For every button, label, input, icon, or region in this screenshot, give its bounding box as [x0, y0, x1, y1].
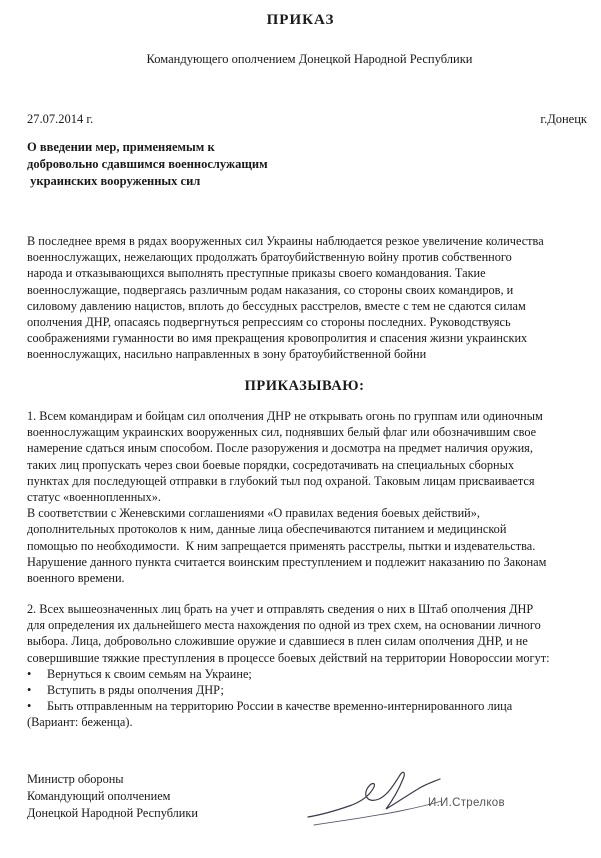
point-2-line: совершившие тяжкие преступления в процессе боевых действий на территории Новороссии могут:	[27, 650, 550, 665]
point-1-line: военного времени.	[27, 571, 125, 586]
signer-name: И.И.Стрелков	[428, 797, 505, 809]
point-1-line: дополнительных протоколов к ним, данные лица обеспечиваются питанием и медицинской	[27, 522, 507, 537]
preamble-line: ополчения ДНР, опасаясь подвергнуться репрессиям со стороны последних. Руководствуясь	[27, 315, 511, 330]
preamble-line: военнослужащих, нежелающих продолжать братоубийственную войну против собственного	[27, 250, 512, 265]
heading-line: украинских вооруженных сил	[27, 174, 201, 188]
point-1-paragraph	[27, 408, 593, 586]
signatory-title	[27, 771, 198, 822]
point-1-line: намерение сдаться иным способом. После разоружения и досмотра на предмет наличия оружия,	[27, 441, 533, 456]
option-list-item	[27, 666, 593, 682]
preamble-line: военнослужащие, подвергаясь различным родам наказания, со стороны своих командиров, и	[27, 282, 514, 297]
point-2-line: 2. Всех вышеозначенных лиц брать на учет и отправлять сведения о них в Штаб ополчения ДНР	[27, 602, 534, 616]
option-text: Вступить в ряды ополчения ДНР;	[47, 683, 224, 698]
point-1-line: статус «военнопленных».	[27, 490, 161, 505]
preamble-line: народа и отказывающихся выполнять преступные приказы своего командования. Такие	[27, 266, 486, 281]
document-subtitle: Командующего ополчением Донецкой Народной Республики	[146, 52, 473, 66]
document-heading	[27, 139, 347, 190]
signatory-title-line: Донецкой Народной Республики	[27, 806, 198, 820]
heading-line: О введении мер, применяемым к	[27, 140, 215, 154]
variant-note: (Вариант: беженца).	[27, 715, 133, 730]
option-list-item	[27, 698, 593, 714]
preamble-paragraph	[27, 233, 593, 363]
option-text: Быть отправленным на территорию России в качестве временно-интернированного лица	[47, 699, 513, 714]
point-2-line: для определения их дальнейшего места нахождения по одной из трех схем, на основании личного	[27, 618, 541, 633]
bullet-icon: •	[27, 683, 32, 698]
point-1-line: военнослужащим украинских вооруженных сил, поднявших белый флаг или обозначившим свое	[27, 425, 537, 440]
preamble-line: силовому давлению нацистов, вплоть до бессудных расстрелов, вместе с тем не сдаются силам	[27, 298, 526, 313]
document-city: г.Донецк	[540, 112, 587, 126]
document-title: ПРИКАЗ	[266, 12, 335, 28]
signatory-title-line: Командующий ополчением	[27, 789, 171, 803]
option-text: Вернуться к своим семьям на Украине;	[47, 666, 252, 681]
order-heading: ПРИКАЗЫВАЮ:	[244, 378, 365, 394]
document-date: 27.07.2014 г.	[27, 112, 94, 126]
signatory-title-line: Министр обороны	[27, 772, 124, 786]
point-1-line: В соответствии с Женевскими соглашениями «О правилах ведения боевых действий»,	[27, 506, 480, 521]
preamble-line: соображениями гуманности во имя прекращения кровопролития и спасения жизни украинских	[27, 331, 528, 346]
point-1-line: помощью по необходимости. К ним запрещается применять расстрелы, пытки и издевательства.	[27, 538, 536, 553]
option-list-item	[27, 682, 593, 698]
point-1-line: 1. Всем командирам и бойцам сил ополчения ДНР не открывать огонь по группам или одиночным	[27, 409, 543, 423]
bullet-icon: •	[27, 666, 32, 681]
point-1-line: таких лиц пропускать через свои боевые порядки, сосредотачивать на специальных сборных	[27, 457, 515, 472]
preamble-line: В последнее время в рядах вооруженных сил Украины наблюдается резкое увеличение количества	[27, 234, 544, 248]
point-1-line: Нарушение данного пункта считается воинским преступлением и подлежит наказанию по Законам	[27, 554, 547, 569]
point-1-line: пунктах для последующей отправки в глубокий тыл под охраной. Таковым лицам присваивается	[27, 473, 535, 488]
handwritten-signature	[300, 745, 450, 835]
point-2-line: выбора. Лица, добровольно сложившие оружие и сдавшиеся в плен силам ополчения ДНР, и не	[27, 634, 528, 649]
point-2-paragraph	[27, 601, 593, 731]
heading-line: добровольно сдавшимся военнослужащим	[27, 157, 268, 171]
preamble-line: военнослужащих, насильно направленных в зону братоубийственной бойни	[27, 347, 427, 362]
bullet-icon: •	[27, 699, 32, 714]
